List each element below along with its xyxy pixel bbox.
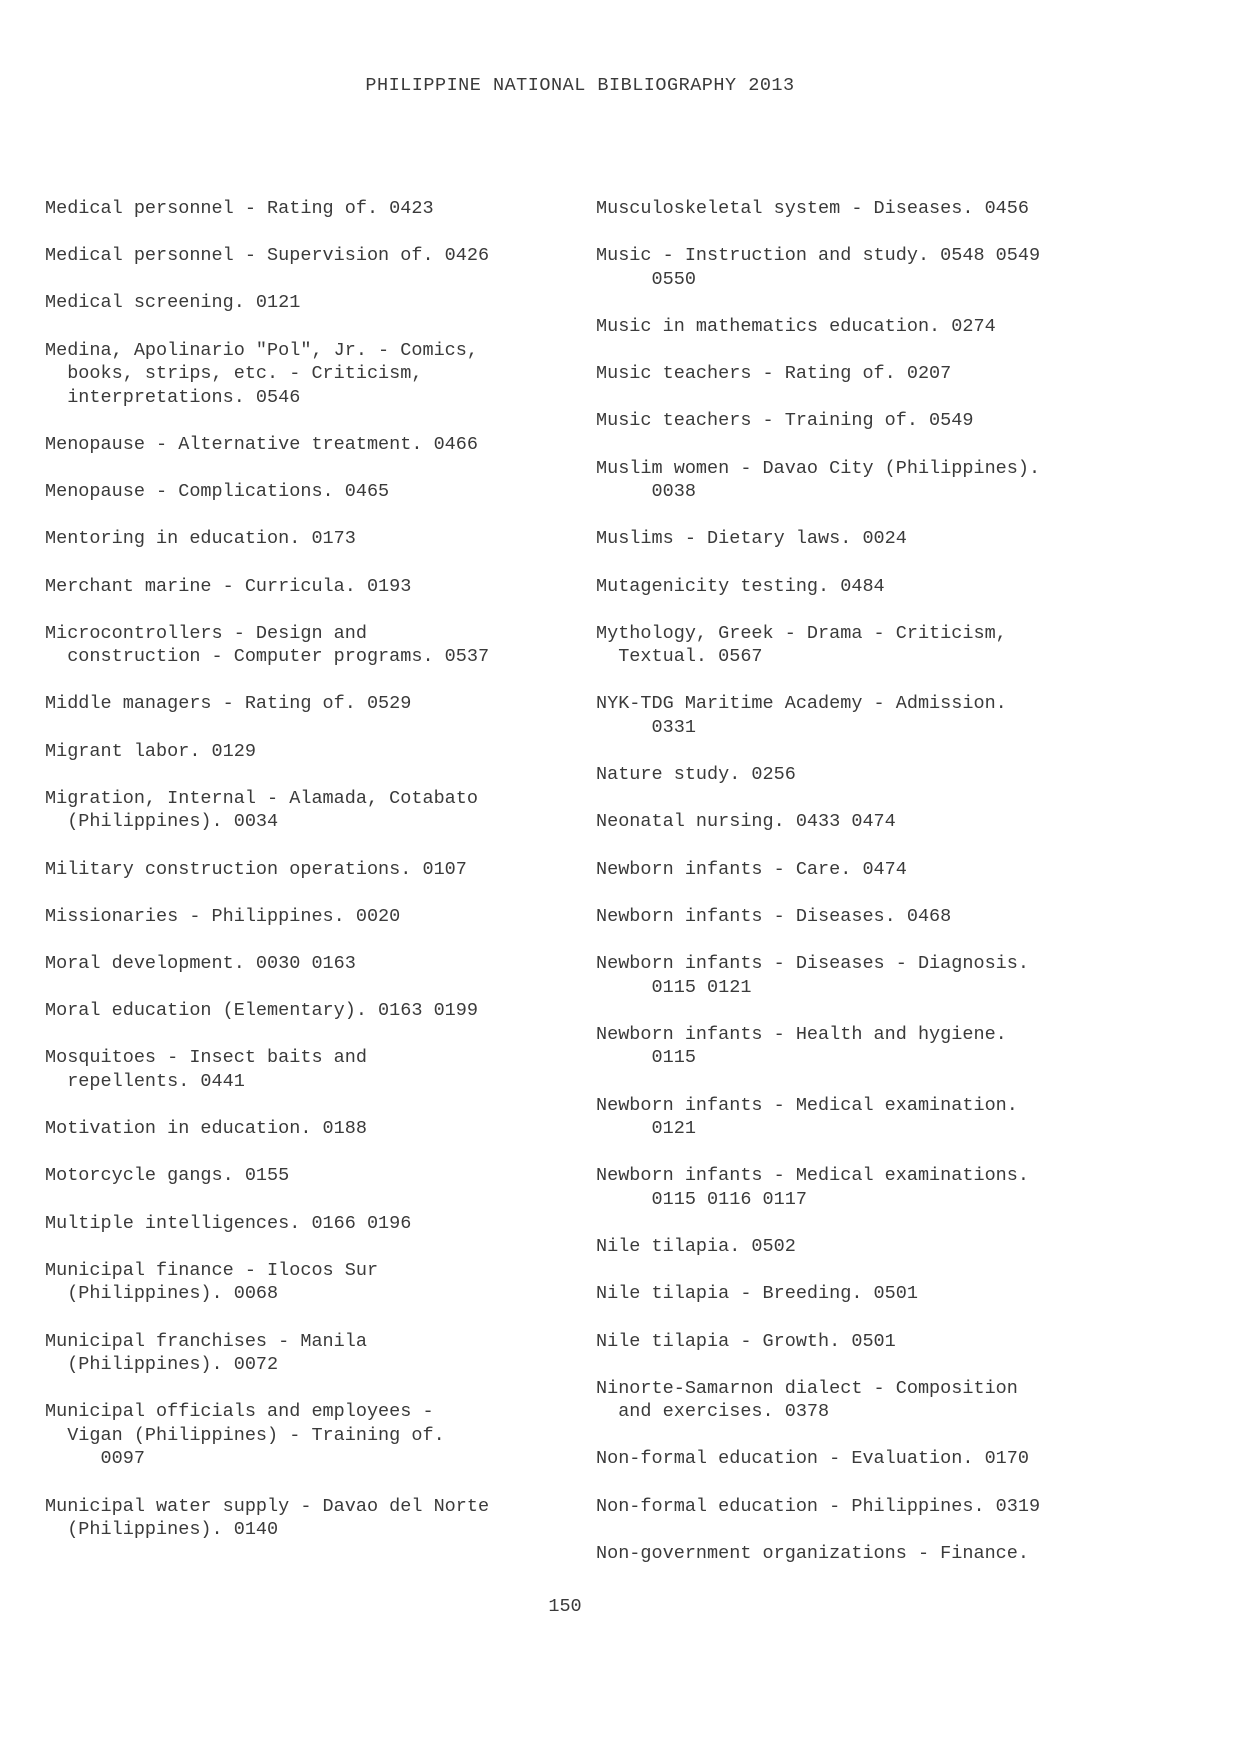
index-entry: Music in mathematics education. 0274: [596, 315, 996, 337]
index-entry: Migration, Internal - Alamada, Cotabato (Philippines). 0034: [45, 787, 478, 833]
index-entry: Music - Instruction and study. 0548 0549 0550: [596, 245, 1041, 290]
index-entry: Musculoskeletal system - Diseases. 0456: [596, 198, 1029, 219]
index-entry: Military construction operations. 0107: [45, 858, 467, 880]
index-entry: Ninorte-Samarnon dialect - Composition and exercises. 0378: [596, 1377, 1018, 1423]
index-entry: Mythology, Greek - Drama - Criticism, Textual. 0567: [596, 622, 1007, 668]
index-entry: Medina, Apolinario "Pol", Jr. - Comics, books, strips, etc. - Criticism, interpretations. 0546: [45, 339, 478, 408]
index-entry: Mutagenicity testing. 0484: [596, 575, 885, 597]
index-entry: Newborn infants - Care. 0474: [596, 858, 907, 880]
index-entry: Music teachers - Training of. 0549: [596, 410, 974, 432]
index-entry: Menopause - Alternative treatment. 0466: [45, 433, 478, 455]
index-entry: Municipal finance - Ilocos Sur (Philippines). 0068: [45, 1259, 379, 1305]
index-entry: Municipal franchises - Manila (Philippines). 0072: [45, 1330, 367, 1376]
index-entry: Muslims - Dietary laws. 0024: [596, 528, 907, 550]
index-entry: Nature study. 0256: [596, 764, 796, 786]
index-entry: Multiple intelligences. 0166 0196: [45, 1212, 412, 1234]
index-entry: Microcontrollers - Design and construction - Computer programs. 0537: [45, 622, 490, 668]
index-entry: Middle managers - Rating of. 0529: [45, 693, 412, 715]
index-entry: Nile tilapia - Growth. 0501: [596, 1330, 896, 1352]
index-entry: Migrant labor. 0129: [45, 740, 256, 762]
index-entry: Missionaries - Philippines. 0020: [45, 905, 401, 927]
index-entry: Mosquitoes - Insect baits and repellents. 0441: [45, 1047, 367, 1092]
index-entry: Non-formal education - Evaluation. 0170: [596, 1448, 1029, 1470]
index-entry: Nile tilapia - Breeding. 0501: [596, 1283, 918, 1305]
index-entry: Municipal water supply - Davao del Norte (Philippines). 0140: [45, 1495, 490, 1541]
index-entry: Motorcycle gangs. 0155: [45, 1165, 290, 1187]
index-entry: Newborn infants - Medical examination. 0121: [596, 1094, 1018, 1140]
index-entry: Moral development. 0030 0163: [45, 953, 356, 974]
index-column-left: [45, 197, 605, 1565]
index-entry: Motivation in education. 0188: [45, 1118, 367, 1140]
index-entry: NYK-TDG Maritime Academy - Admission. 0331: [596, 693, 1007, 739]
index-entry: Medical personnel - Supervision of. 0426: [45, 245, 490, 267]
index-entry: Muslim women - Davao City (Philippines). 0038: [596, 457, 1041, 503]
index-entry: Mentoring in education. 0173: [45, 528, 356, 550]
index-entry: Merchant marine - Curricula. 0193: [45, 575, 412, 597]
index-entry: Non-government organizations - Finance.: [596, 1542, 1029, 1564]
index-entry: Music teachers - Rating of. 0207: [596, 363, 952, 385]
index-entry: Newborn infants - Diseases - Diagnosis. 0115 0121: [596, 953, 1029, 998]
index-entry: Medical personnel - Rating of. 0423: [45, 198, 434, 219]
index-entry: Menopause - Complications. 0465: [45, 481, 390, 503]
index-entry: Moral education (Elementary). 0163 0199: [45, 1000, 478, 1022]
index-entry: Nile tilapia. 0502: [596, 1236, 796, 1258]
index-entry: Non-formal education - Philippines. 0319: [596, 1495, 1041, 1517]
page-number: 150: [548, 1596, 582, 1617]
index-column-right: [596, 197, 1156, 1589]
index-entry: Neonatal nursing. 0433 0474: [596, 811, 896, 833]
index-entry: Municipal officials and employees - Vigan (Philippines) - Training of. 0097: [45, 1401, 445, 1470]
index-entry: Newborn infants - Health and hygiene. 0115: [596, 1023, 1007, 1069]
page-title: PHILIPPINE NATIONAL BIBLIOGRAPHY 2013: [365, 75, 795, 96]
index-entry: Newborn infants - Medical examinations. 0115 0116 0117: [596, 1165, 1029, 1210]
index-entry: Medical screening. 0121: [45, 292, 301, 314]
index-entry: Newborn infants - Diseases. 0468: [596, 905, 952, 927]
